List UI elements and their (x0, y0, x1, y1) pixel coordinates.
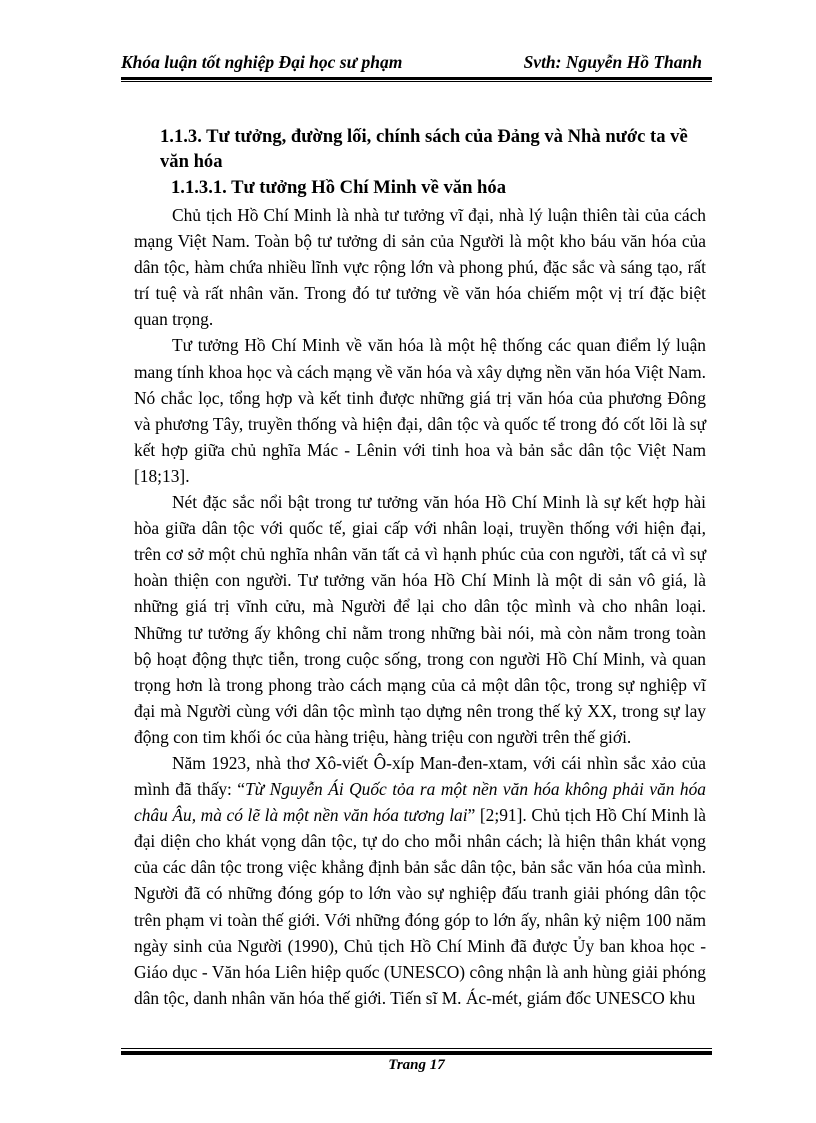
paragraph-4 (134, 750, 706, 1011)
paragraph-4-intro: Năm 1923, nhà thơ Xô-viết Ô-xíp Man-đen-xtam, với cái nhìn sắc xảo của mình đã thấy: “ (134, 752, 706, 800)
page-number: Trang 17 (388, 1057, 445, 1073)
footer-rule-thin (121, 1048, 712, 1049)
footer-rule-thick (121, 1051, 712, 1055)
paragraph-2: Tư tưởng Hồ Chí Minh về văn hóa là một hệ thống các quan điểm lý luận mang tính khoa học và cách mạng về văn hóa và xây dựng nền văn hóa Việt Nam. Nó chắc lọc, tổng hợp và kết tinh được những giá trị văn hóa của phương Đông và phương Tây, truyền thống và hiện đại, dân tộc và quốc tế trong đó cốt lõi là sự kết hợp giữa chủ nghĩa Mác - Lênin với tinh hoa và bản sắc dân tộc Việt Nam [18;13]. (134, 335, 706, 486)
paragraph-1: Chủ tịch Hồ Chí Minh là nhà tư tưởng vĩ đại, nhà lý luận thiên tài của cách mạng Việt Nam. Toàn bộ tư tưởng di sản của Người là một kho báu văn hóa của dân tộc, hàm chứa nhiều lĩnh vực rộng lớn và phong phú, đặc sắc và sáng tạo, rất trí tuệ và rất nhân văn. Trong đó tư tưởng về văn hóa chiếm một vị trí đặc biệt quan trọng. (134, 205, 706, 330)
header-rule-thin (121, 81, 712, 82)
paragraph-3: Nét đặc sắc nổi bật trong tư tưởng văn hóa Hồ Chí Minh là sự kết hợp hài hòa giữa dân tộc với quốc tế, giai cấp với nhân loại, truyền thống với hiện đại, trên cơ sở một chủ nghĩa nhân văn tất cả vì hạnh phúc của con người, tất cả vì sự hoàn thiện con người. Tư tưởng văn hóa Hồ Chí Minh là một di sản vô giá, là những giá trị vĩnh cửu, mà Người để lại cho dân tộc mình và cho nhân loại. Những tư tưởng ấy không chỉ nằm trong những bài nói, mà còn nằm trong toàn bộ hoạt động thực tiễn, trong cuộc sống, trong con người Hồ Chí Minh, và quan trọng hơn là trong phong trào cách mạng của cả một dân tộc, trong sự nghiệp vĩ đại mà Người cùng với dân tộc mình tạo dựng nên trong thế kỷ XX, trong sự lay động con tim khối óc của hàng triệu, hàng triệu con người trên thế giới. (134, 492, 706, 747)
paragraph-4-rest: ” [2;91]. Chủ tịch Hồ Chí Minh là đại diện cho khát vọng dân tộc, tự do cho mỗi nhân cách; là hiện thân khát vọng của các dân tộc trong việc khẳng định bản sắc dân tộc, bản sắc văn hóa của mình. Người đã có những đóng góp to lớn vào sự nghiệp đấu tranh giải phóng dân tộc trên phạm vi toàn thế giới. Với những đóng góp to lớn ấy, nhân kỷ niệm 100 năm ngày sinh của Người (1990), Chủ tịch Hồ Chí Minh đã được Ủy ban khoa học - Giáo dục - Văn hóa Liên hiệp quốc (UNESCO) công nhận là anh hùng giải phóng dân tộc, danh nhân văn hóa thế giới. Tiến sĩ M. Ác-mét, giám đốc UNESCO khu (134, 805, 707, 1008)
header-rule-thick (121, 77, 712, 80)
subsection-heading: 1.1.3.1. Tư tưởng Hồ Chí Minh về văn hóa (171, 177, 506, 198)
page-body (134, 124, 706, 1011)
page-header (121, 50, 712, 75)
mandelstam-quote: Từ Nguyễn Ái Quốc tỏa ra một nền văn hóa không phải văn hóa châu Âu, mà có lẽ là một nền văn hóa tương lai (134, 779, 706, 826)
section-heading: 1.1.3. Tư tưởng, đường lối, chính sách của Đảng và Nhà nước ta về văn hóa (160, 126, 688, 172)
header-thesis-title: Khóa luận tốt nghiệp Đại học sư phạm (121, 52, 403, 72)
header-student-name: Svth: Nguyễn Hồ Thanh (523, 52, 702, 72)
